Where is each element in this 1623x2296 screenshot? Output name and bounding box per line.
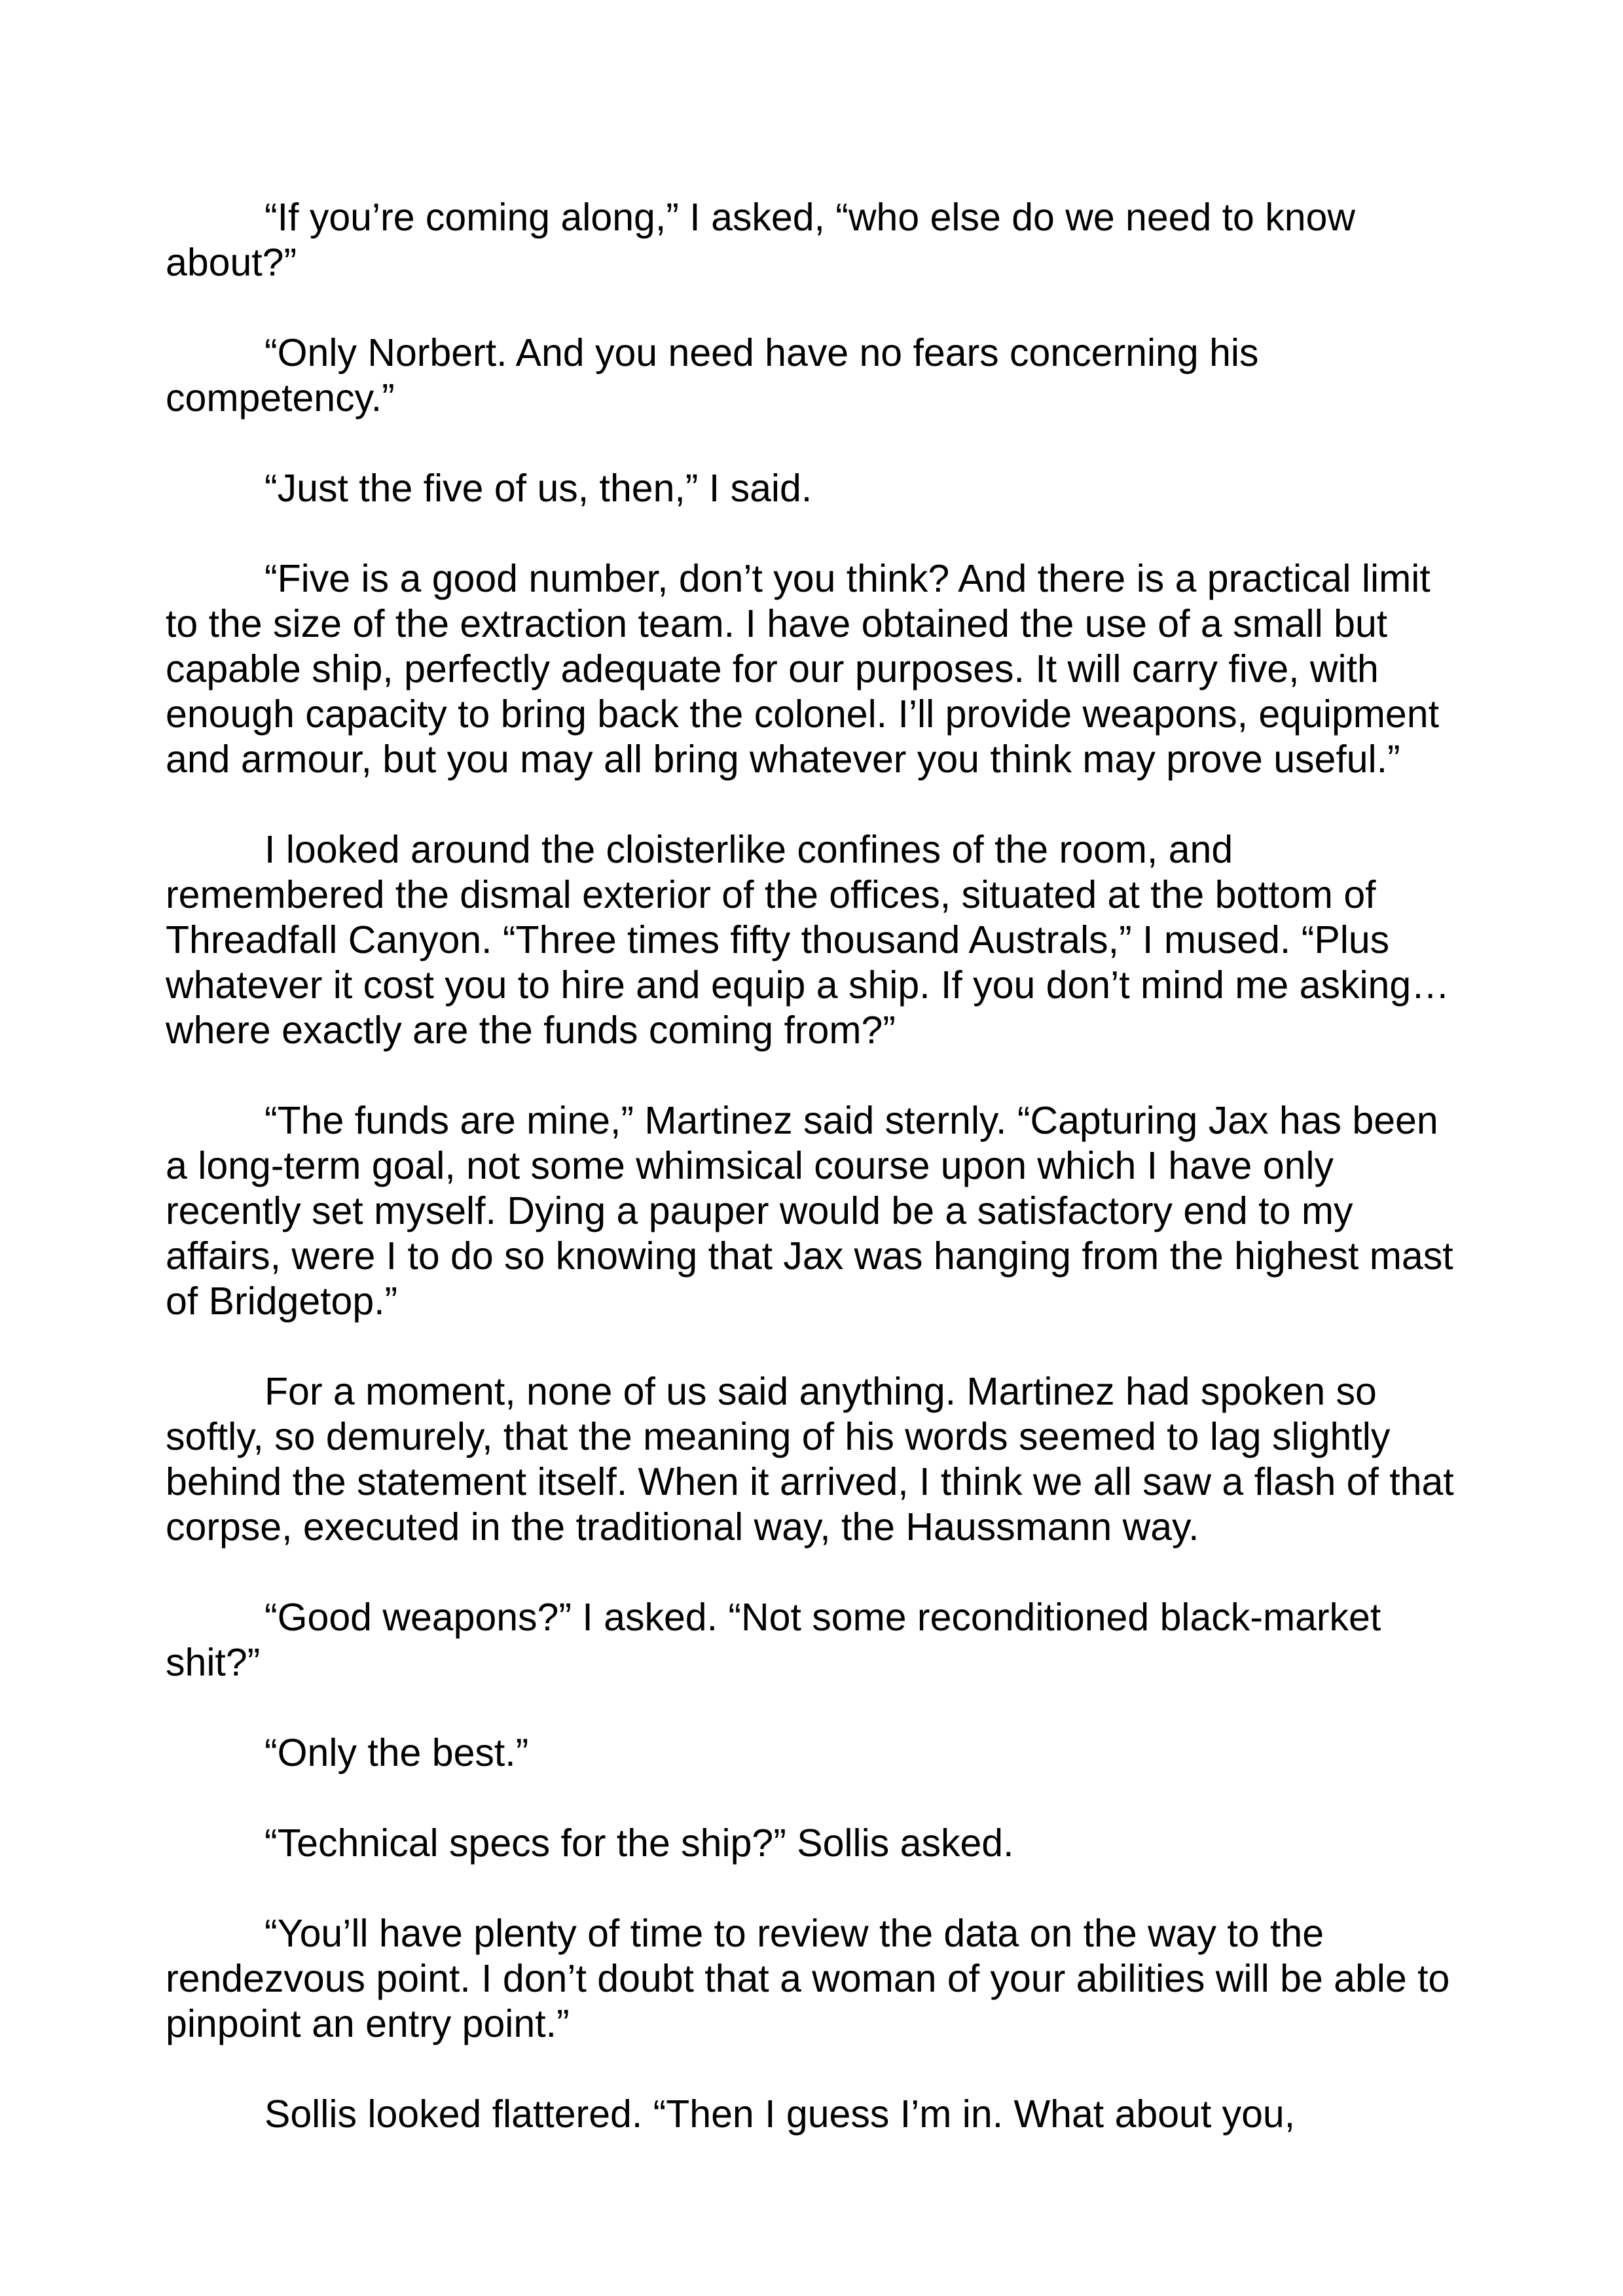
paragraph: “You’ll have plenty of time to review the data on the way to the rendezvous point. I don’t doubt that a woman of your abilities will be able to pinpoint an entry point.” bbox=[166, 1912, 1450, 2045]
paragraph: “Just the five of us, then,” I said. bbox=[264, 467, 812, 510]
paragraph: For a moment, none of us said anything. Martinez had spoken so softly, so demurely, that the meaning of his words seemed to lag slightly behind the statement itself. When it arrived, I think we all saw a flash of that corpse, executed in the traditional way, the Haussmann way. bbox=[166, 1370, 1454, 1549]
paragraph: Sollis looked flattered. “Then I guess I’m in. What about you, bbox=[264, 2092, 1296, 2136]
body-text bbox=[166, 195, 1475, 2182]
paragraph: “Five is a good number, don’t you think? And there is a practical limit to the size of the extraction team. I have obtained the use of a small but capable ship, perfectly adequate for our purposes. It will carry five, with enough capacity to bring back the colonel. I’ll provide weapons, equipment and armour, but you may all bring whatever you think may prove useful.” bbox=[166, 557, 1439, 781]
paragraph: “Good weapons?” I asked. “Not some reconditioned black-market shit?” bbox=[166, 1596, 1381, 1684]
paragraph: “Only Norbert. And you need have no fears concerning his competency.” bbox=[166, 331, 1259, 420]
paragraph: I looked around the cloisterlike confines of the room, and remembered the dismal exterior of the offices, situated at the bottom of Threadfall Canyon. “Three times fifty thousand Australs,” I mused. “Plus whatever it cost you to hire and equip a ship. If you don’t mind me asking… where exactly are the funds coming from?” bbox=[166, 828, 1450, 1052]
paragraph: “Only the best.” bbox=[264, 1731, 529, 1774]
paragraph: “The funds are mine,” Martinez said sternly. “Capturing Jax has been a long-term goal, not some whimsical course upon which I have only recently set myself. Dying a pauper would be a satisfactory end to my affairs, were I to do so knowing that Jax was hanging from the highest mast of Bridgetop.” bbox=[166, 1099, 1453, 1323]
paragraph: “If you’re coming along,” I asked, “who else do we need to know about?” bbox=[166, 196, 1356, 284]
paragraph: “Technical specs for the ship?” Sollis asked. bbox=[264, 1821, 1014, 1865]
